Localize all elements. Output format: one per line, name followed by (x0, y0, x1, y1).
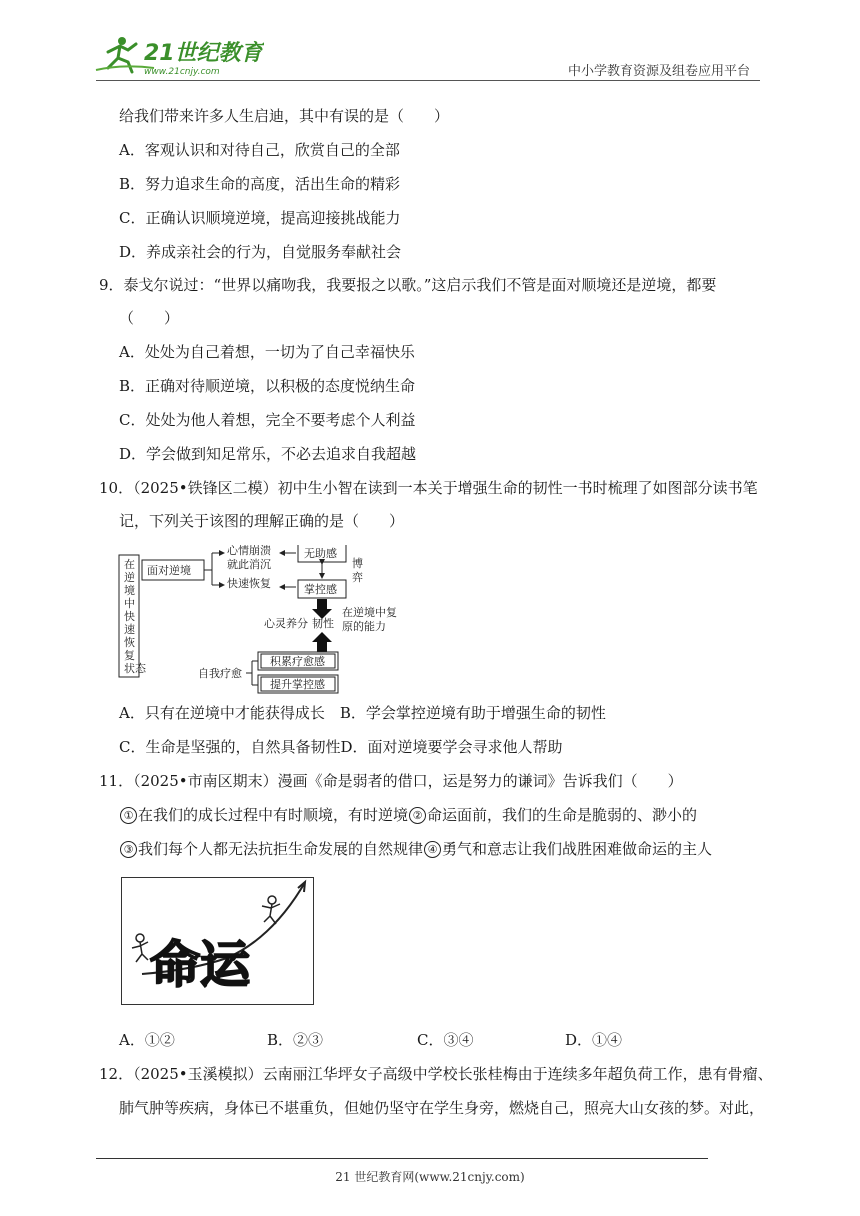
resilience-label: 韧性 (312, 617, 334, 630)
helpless-label: 无助感 (304, 547, 337, 560)
q11-option-a-marks: ①② (144, 1031, 175, 1049)
reading-notes-diagram (118, 545, 418, 695)
q9-stem: 9．泰戈尔说过：“世界以痛吻我，我要报之以歌。”这启示我们不管是面对顺境还是逆境，都要 (99, 276, 717, 294)
q11-option-b[interactable]: B．②③ (267, 1031, 324, 1049)
footer-text: 21 世纪教育网(www.21cnjy.com) (335, 1170, 525, 1184)
header-divider (96, 80, 760, 81)
q11-option-b-marks: ②③ (293, 1031, 324, 1049)
q10-stem-continuation: 记，下列关于该图的理解正确的是（ ） (119, 512, 405, 530)
q8-option-a[interactable]: A．客观认识和对待自己，欣赏自己的全部 (119, 141, 400, 159)
ability-line1: 在逆境中复 (342, 606, 397, 619)
svg-text:状态: 状态 (124, 662, 146, 675)
footer-divider (96, 1158, 708, 1159)
q9-stem-continuation: （ ） (119, 309, 180, 327)
q9-option-d[interactable]: D．学会做到知足常乐，不必去追求自我超越 (119, 445, 417, 463)
logo-text: 21世纪教育 (144, 41, 263, 66)
site-logo (94, 34, 264, 78)
q10-options-row2[interactable]: C．生命是坚强的，自然具备韧性D．面对逆境要学会寻求他人帮助 (119, 738, 563, 756)
q11-statements-row2 (119, 839, 712, 859)
svg-text:恢: 恢 (124, 636, 135, 649)
q11-option-d[interactable]: D．①④ (565, 1031, 623, 1049)
circled-1: ① (120, 807, 137, 824)
circled-3: ③ (120, 841, 137, 858)
improve-label: 提升掌控感 (270, 678, 325, 691)
q8-option-c[interactable]: C．正确认识顺境逆境，提高迎接挑战能力 (119, 209, 401, 227)
q11-statement-4: 勇气和意志让我们战胜困难做命运的主人 (442, 840, 713, 858)
svg-text:速: 速 (124, 623, 135, 636)
q9-option-c[interactable]: C．处处为他人着想，完全不要考虑个人利益 (119, 411, 416, 429)
svg-text:快: 快 (124, 610, 135, 623)
q11-statement-3: 我们每个人都无法抗拒生命发展的自然规律 (138, 840, 424, 858)
recover-label: 快速恢复 (227, 577, 271, 590)
circled-4: ④ (424, 841, 441, 858)
q10-stem: 10．（2025•铁锋区二模）初中生小智在读到一本关于增强生命的韧性一书时梳理了如图部分读书笔 (99, 479, 758, 497)
q12-stem: 12．（2025•玉溪模拟）云南丽江华坪女子高级中学校长张桂梅由于连续多年超负荷工作，患有骨瘤、 (99, 1065, 773, 1083)
svg-text:复: 复 (124, 649, 135, 662)
collapse-line1: 心情崩溃 (227, 545, 271, 557)
falling-person-icon (132, 934, 148, 962)
q9-option-b[interactable]: B．正确对待顺逆境，以积极的态度悦纳生命 (119, 377, 416, 395)
control-label: 掌控感 (304, 583, 337, 596)
q12-stem-continuation: 肺气肿等疾病，身体已不堪重负，但她仍坚守在学生身旁，燃烧自己，照亮大山女孩的梦。对此， (119, 1099, 765, 1117)
collapse-line2: 就此消沉 (227, 558, 271, 571)
comic-text: 命运 (150, 936, 250, 994)
q8-stem-continuation: 给我们带来许多人生启迪，其中有误的是（ ） (119, 107, 450, 125)
q11-statement-2: 命运面前，我们的生命是脆弱的、渺小的 (427, 806, 698, 824)
header-platform-text: 中小学教育资源及组卷应用平台 (568, 64, 751, 79)
nourish-label: 心灵养分 (264, 617, 308, 630)
q11-option-d-marks: ①④ (592, 1031, 623, 1049)
svg-text:境: 境 (124, 584, 135, 597)
q10-options-row1[interactable]: A．只有在逆境中才能获得成长 B．学会掌控逆境有助于增强生命的韧性 (119, 704, 606, 722)
self-heal-label: 自我疗愈 (198, 667, 242, 680)
q11-statements-row1 (119, 805, 697, 825)
face-adversity-label: 面对逆境 (147, 564, 191, 577)
q11-option-c[interactable]: C．③④ (417, 1031, 474, 1049)
q9-option-a[interactable]: A．处处为自己着想，一切为了自己幸福快乐 (119, 343, 415, 361)
side-label-char: 在 (124, 558, 135, 571)
svg-text:逆: 逆 (124, 571, 135, 584)
q8-option-d[interactable]: D．养成亲社会的行为，自觉服务奉献社会 (119, 243, 402, 261)
accumulate-label: 积累疗愈感 (270, 655, 325, 668)
game-label-1: 博 (352, 557, 363, 570)
circled-2: ② (409, 807, 426, 824)
down-thick-arrow (312, 599, 332, 619)
q11-option-a[interactable]: A．①② (119, 1031, 175, 1049)
q11-statement-1: 在我们的成长过程中有时顺境，有时逆境 (138, 806, 409, 824)
q11-option-c-marks: ③④ (443, 1031, 474, 1049)
q11-stem: 11．（2025•市南区期末）漫画《命是弱者的借口，运是努力的谦词》告诉我们（ ） (99, 772, 683, 790)
svg-text:中: 中 (124, 597, 135, 610)
logo-url: www.21cnjy.com (144, 67, 220, 77)
comic-image (121, 877, 314, 1005)
q8-option-b[interactable]: B．努力追求生命的高度，活出生命的精彩 (119, 175, 401, 193)
up-thick-arrow (312, 632, 332, 652)
ability-line2: 原的能力 (342, 620, 386, 633)
game-label-2: 弈 (352, 571, 363, 584)
